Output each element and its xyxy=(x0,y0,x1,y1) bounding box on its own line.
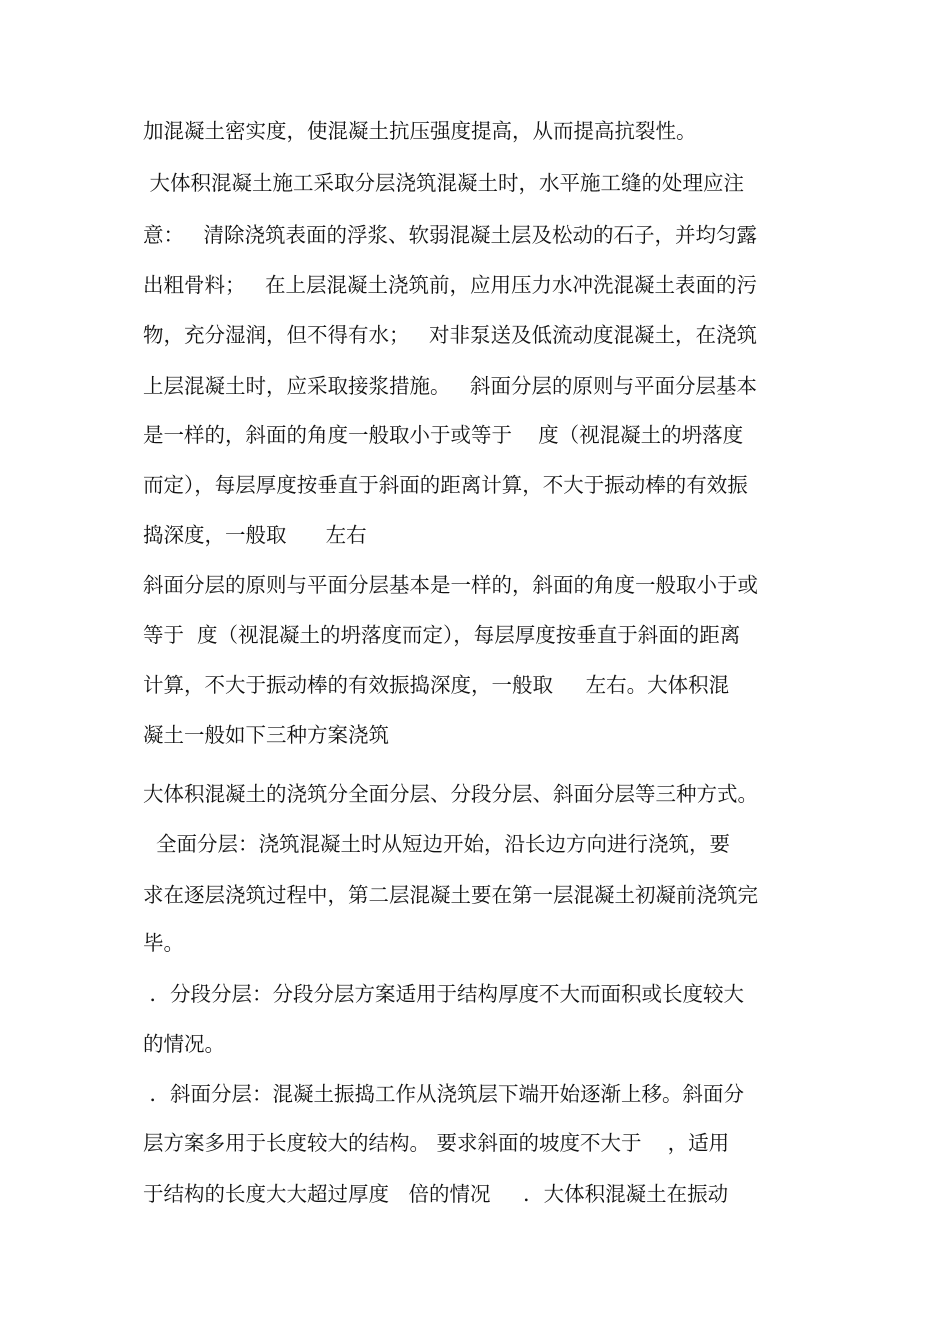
text-line: 加混凝土密实度，使混凝土抗压强度提高，从而提高抗裂性。 xyxy=(143,119,697,143)
text-line: 等于 度（视混凝土的坍落度而定），每层厚度按垂直于斜面的距离 xyxy=(143,623,741,647)
text-line: 上层混凝土时，应采取接浆措施。 斜面分层的原则与平面分层基本 xyxy=(143,374,758,398)
text-line: 毕。 xyxy=(143,931,184,955)
text-line: 意： 清除浇筑表面的浮浆、软弱混凝土层及松动的石子，并均匀露 xyxy=(143,223,758,247)
text-line: 求在逐层浇筑过程中，第二层混凝土要在第一层混凝土初凝前浇筑完 xyxy=(143,883,758,907)
text-line: 是一样的，斜面的角度一般取小于或等于 度（视混凝土的坍落度 xyxy=(143,423,744,447)
text-line: 大体积混凝土的浇筑分全面分层、分段分层、斜面分层等三种方式。 xyxy=(143,782,758,806)
text-line: 全面分层：浇筑混凝土时从短边开始，沿长边方向进行浇筑，要 xyxy=(143,832,731,856)
text-line: ．分段分层：分段分层方案适用于结构厚度不大而面积或长度较大 xyxy=(143,982,745,1006)
text-line: 大体积混凝土施工采取分层浇筑混凝土时，水平施工缝的处理应注 xyxy=(143,171,745,195)
text-line: ．斜面分层：混凝土振捣工作从浇筑层下端开始逐渐上移。斜面分 xyxy=(143,1082,745,1106)
text-line: 层方案多用于长度较大的结构。 要求斜面的坡度不大于 ，适用 xyxy=(143,1131,730,1155)
text-line: 而定），每层厚度按垂直于斜面的距离计算，不大于振动棒的有效振 xyxy=(143,473,748,497)
text-line: 物，充分湿润，但不得有水； 对非泵送及低流动度混凝土，在浇筑 xyxy=(143,323,758,347)
text-line: 的情况。 xyxy=(143,1032,225,1056)
text-line: 凝土一般如下三种方案浇筑 xyxy=(143,723,389,747)
text-line: 出粗骨料； 在上层混凝土浇筑前，应用压力水冲洗混凝土表面的污 xyxy=(143,273,758,297)
text-line: 于结构的长度大大超过厚度 倍的情况 ．大体积混凝土在振动 xyxy=(143,1182,729,1206)
text-line: 捣深度，一般取 左右 xyxy=(143,523,367,547)
text-line: 计算，不大于振动棒的有效振捣深度，一般取 左右。大体积混 xyxy=(143,673,730,697)
text-line: 斜面分层的原则与平面分层基本是一样的，斜面的角度一般取小于或 xyxy=(143,573,758,597)
